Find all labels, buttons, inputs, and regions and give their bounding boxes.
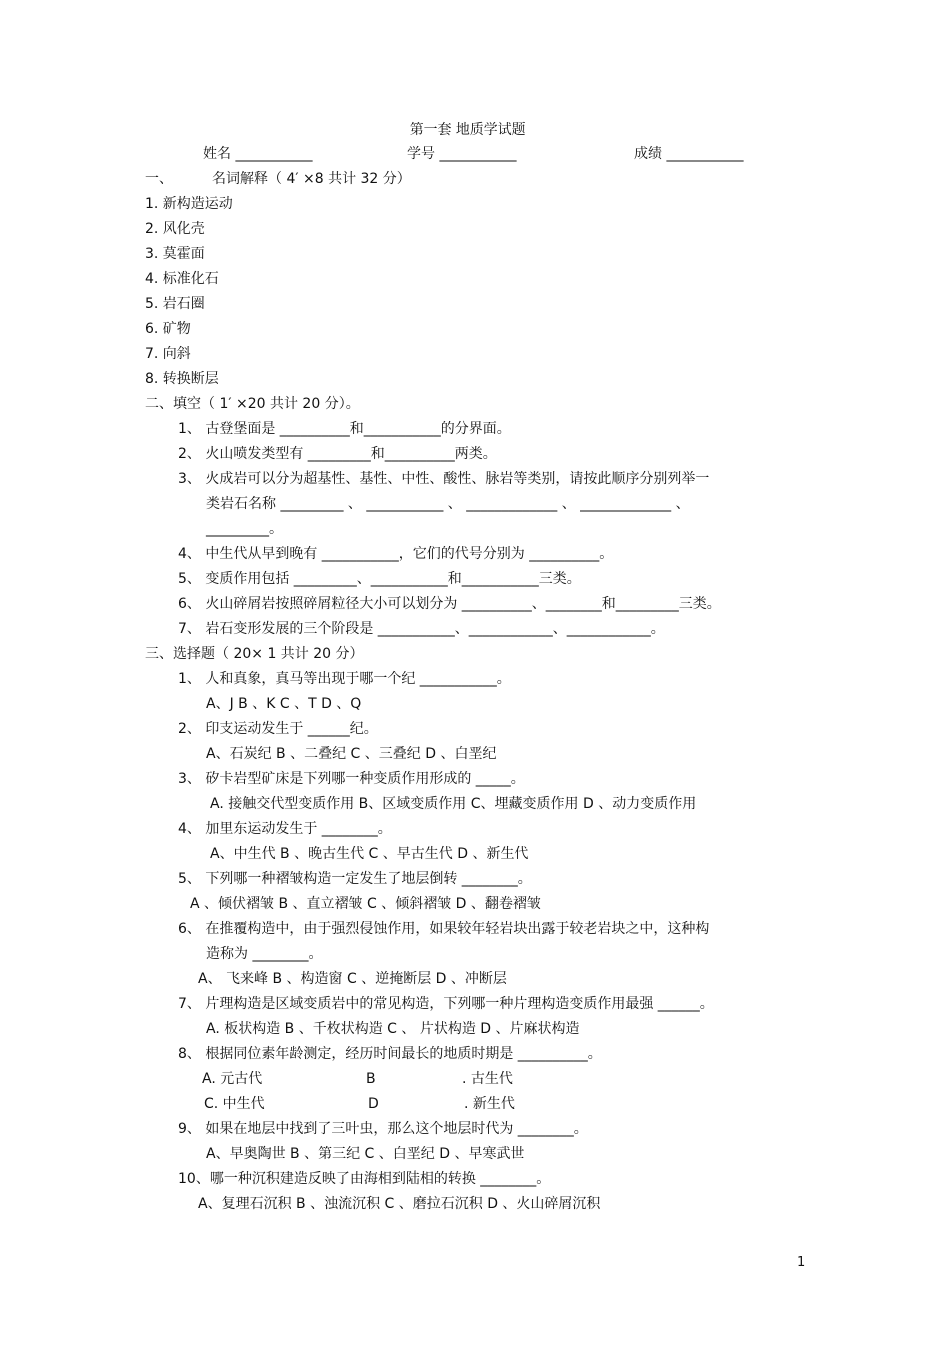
list-item: 3. 莫霍面 xyxy=(145,246,205,262)
choice-option: . 古生代 xyxy=(462,1071,513,1087)
choice-options: A. 接触交代型变质作用 B、区域变质作用 C、埋藏变质作用 D 、动力变质作用 xyxy=(210,796,697,812)
section1-number: 一、 xyxy=(145,171,173,187)
choice-question-cont: 造称为 ________。 xyxy=(206,946,323,962)
choice-question: 1、 人和真象，真马等出现于哪一个纪 ___________。 xyxy=(178,671,511,687)
list-item: 8. 转换断层 xyxy=(145,371,219,387)
choice-question: 6、 在推覆构造中，由于强烈侵蚀作用，如果较年轻岩块出露于较老岩块之中，这种构 xyxy=(178,921,710,937)
fill-question-cont: _________。 xyxy=(206,521,283,537)
fill-question: 5、 变质作用包括 _________、___________和___________三类。 xyxy=(178,571,581,587)
choice-question: 9、 如果在地层中找到了三叶虫，那么这个地层时代为 ________。 xyxy=(178,1121,588,1137)
choice-question: 8、 根据同位素年龄测定，经历时间最长的地质时期是 __________。 xyxy=(178,1046,602,1062)
section1-heading-text: 名词解释（ 4′ ×8 共计 32 分） xyxy=(212,171,411,187)
choice-question: 10、哪一种沉积建造反映了由海相到陆相的转换 ________。 xyxy=(178,1171,551,1187)
exam-title: 第一套 地质学试题 xyxy=(409,122,526,138)
choice-question: 4、 加里东运动发生于 ________。 xyxy=(178,821,392,837)
fill-question: 1、 古登堡面是 __________和___________的分界面。 xyxy=(178,421,511,437)
choice-options: A、J B 、K C 、T D 、Q xyxy=(206,696,362,712)
fill-question: 4、 中生代从早到晚有 ___________，它们的代号分别为 __________。 xyxy=(178,546,614,562)
fill-question-cont: 类岩石名称 _________ 、 ___________ 、 _____________ 、 _____________ 、 xyxy=(206,496,690,512)
choice-option-letter: B xyxy=(366,1071,376,1087)
student-id-field: 学号 ___________ xyxy=(407,146,517,162)
section3-heading: 三、选择题（ 20× 1 共计 20 分） xyxy=(145,646,364,662)
fill-question: 6、 火山碎屑岩按照碎屑粒径大小可以划分为 __________、________和_________三类。 xyxy=(178,596,721,612)
choice-options: A、石炭纪 B 、二叠纪 C 、三叠纪 D 、白垩纪 xyxy=(206,746,497,762)
list-item: 4. 标准化石 xyxy=(145,271,219,287)
choice-option: C. 中生代 xyxy=(204,1096,265,1112)
list-item: 5. 岩石圈 xyxy=(145,296,205,312)
list-item: 7. 向斜 xyxy=(145,346,191,362)
choice-option: . 新生代 xyxy=(464,1096,515,1112)
list-item: 2. 风化壳 xyxy=(145,221,205,237)
choice-options: A、 飞来峰 B 、构造窗 C 、逆掩断层 D 、冲断层 xyxy=(198,971,507,987)
section2-heading: 二、填空（ 1′ ×20 共计 20 分）。 xyxy=(145,396,360,412)
page-number: 1 xyxy=(797,1255,806,1270)
choice-option: A. 元古代 xyxy=(202,1071,263,1087)
fill-question: 3、 火成岩可以分为超基性、基性、中性、酸性、脉岩等类别，请按此顺序分别列举一 xyxy=(178,471,710,487)
choice-options: A 、倾伏褶皱 B 、直立褶皱 C 、倾斜褶皱 D 、翻卷褶皱 xyxy=(190,896,541,912)
choice-options: A、中生代 B 、晚古生代 C 、早古生代 D 、新生代 xyxy=(210,846,529,862)
fill-question: 2、 火山喷发类型有 _________和__________两类。 xyxy=(178,446,497,462)
choice-question: 2、 印支运动发生于 ______纪。 xyxy=(178,721,378,737)
choice-question: 3、 矽卡岩型矿床是下列哪一种变质作用形成的 _____。 xyxy=(178,771,525,787)
name-field: 姓名 ___________ xyxy=(203,146,313,162)
choice-question: 7、 片理构造是区域变质岩中的常见构造，下列哪一种片理构造变质作用最强 ______。 xyxy=(178,996,714,1012)
choice-options: A、早奥陶世 B 、第三纪 C 、白垩纪 D 、早寒武世 xyxy=(206,1146,525,1162)
fill-question: 7、 岩石变形发展的三个阶段是 ___________、____________、____________。 xyxy=(178,621,665,637)
list-item: 1. 新构造运动 xyxy=(145,196,233,212)
choice-option-letter: D xyxy=(368,1096,379,1112)
score-field: 成绩 ___________ xyxy=(634,146,744,162)
list-item: 6. 矿物 xyxy=(145,321,191,337)
choice-question: 5、 下列哪一种褶皱构造一定发生了地层倒转 ________。 xyxy=(178,871,532,887)
choice-options: A、复理石沉积 B 、浊流沉积 C 、磨拉石沉积 D 、火山碎屑沉积 xyxy=(198,1196,601,1212)
choice-options: A. 板状构造 B 、千枚状构造 C 、 片状构造 D 、片麻状构造 xyxy=(206,1021,580,1037)
